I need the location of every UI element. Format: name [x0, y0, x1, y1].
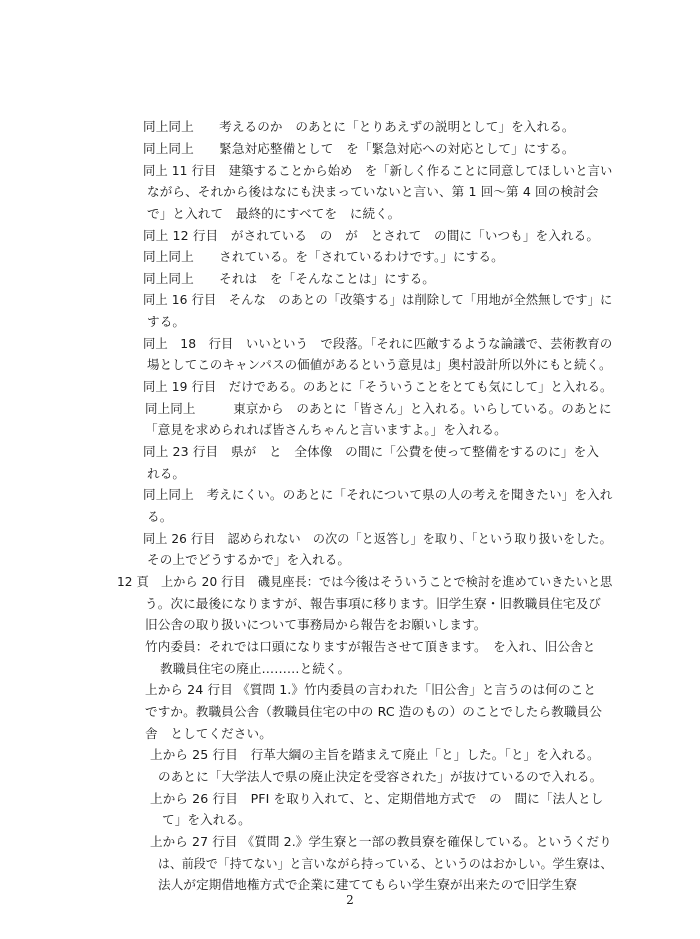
- text-line: 同上 23 行目 県が と 全体像 の間に「公費を使って整備をするのに」を入: [143, 444, 600, 459]
- text-line: ながら、それから後はなにも決まっていないと言い、第 1 回〜第 4 回の検討会: [147, 184, 599, 199]
- text-line: 旧公舎の取り扱いについて事務局から報告をお願いします。: [145, 617, 487, 632]
- text-line: る。: [147, 509, 173, 524]
- text-line: ですか。教職員公舎（教職員住宅の中の RC 造のもの）のことでしたら教職員公: [145, 704, 602, 719]
- text-line: 竹内委員：それでは口頭になりますが報告させて頂きます。 を入れ、旧公舎と: [145, 639, 596, 654]
- text-line: 同上同上 考えるのか のあとに「とりあえずの説明として」を入れる。: [143, 119, 575, 134]
- text-line: 同上同上 それは を「そんなことは」にする。: [143, 271, 435, 286]
- text-line: 法人が定期借地権方式で企業に建ててもらい学生寮が出来たので旧学生寮: [158, 877, 577, 892]
- text-line: 同上同上 考えにくい。のあとに「それについて県の人の考えを聞きたい」を入れ: [143, 487, 613, 502]
- text-line: 舎 としてください。: [145, 726, 272, 741]
- text-line: う。次に最後になりますが、報告事項に移ります。旧学生寮・旧教職員住宅及び: [145, 596, 601, 611]
- text-line: その上でどうするかで」を入れる。: [147, 552, 351, 567]
- text-line: 上から 26 行目 PFI を取り入れて、と、定期借地方式で の 間に「法人とし: [150, 791, 604, 806]
- text-line: 同上同上 されている。を「されているわけです。」にする。: [143, 249, 504, 264]
- text-line: で」と入れて 最終的にすべてを に続く。: [147, 206, 401, 221]
- text-line: 同上同上 緊急対応整備として を「緊急対応への対応として」にする。: [143, 141, 575, 156]
- text-line: 上から 25 行目 行革大綱の主旨を踏まえて廃止「と」した。「と」を入れる。: [150, 747, 600, 762]
- text-line: 同上 26 行目 認められない の次の「と返答し」を取り、「という取り扱いをした。: [143, 531, 612, 546]
- text-line: 「意見を求められれば皆さんちゃんと言いますよ。」を入れる。: [145, 422, 507, 437]
- text-line: れる。: [147, 466, 186, 481]
- text-line: 12 頁 上から 20 行目 磯見座長：では今後はそういうことで検討を進めていきたいと思: [117, 574, 613, 589]
- text-line: 上から 27 行目 《質問 2.》学生寮と一部の教員寮を確保している。というくだり: [150, 834, 612, 849]
- text-line: する。: [147, 314, 186, 329]
- text-line: 同上同上 東京から のあとに「皆さん」と入れる。いらしている。のあとに: [145, 401, 612, 416]
- text-line: て」を入れる。: [162, 812, 251, 827]
- text-line: 教職員住宅の廃止………と続く。: [160, 661, 351, 676]
- text-line: 同上 18 行目 いいという で段落。「それに匹敵するような論議で、芸術教育の: [143, 336, 613, 351]
- text-line: 同上 19 行目 だけである。のあとに「そういうことをとても気にして」と入れる。: [143, 379, 613, 394]
- text-line: 同上 12 行目 がされている の が とされて の間に「いつも」を入れる。: [143, 228, 600, 243]
- text-line: 同上 11 行目 建築することから始め を「新しく作ることに同意してほしいと言い: [143, 163, 613, 178]
- page-number: 2: [346, 893, 354, 907]
- text-line: 同上 16 行目 そんな のあとの「改築する」は削除して「用地が全然無しです」に: [143, 292, 613, 307]
- text-line: は、前段で「持てない」と言いながら持っている、というのはおかしい。学生寮は、: [158, 856, 613, 871]
- text-line: 場としてこのキャンパスの価値があるという意見は」奥村設計所以外にもと続く。: [147, 357, 612, 372]
- text-line: 上から 24 行目 《質問 1.》竹内委員の言われた「旧公舎」と言うのは何のこと: [145, 682, 597, 697]
- text-line: のあとに「大学法人で県の廃止決定を受容された」が抜けているので入れる。: [158, 769, 603, 784]
